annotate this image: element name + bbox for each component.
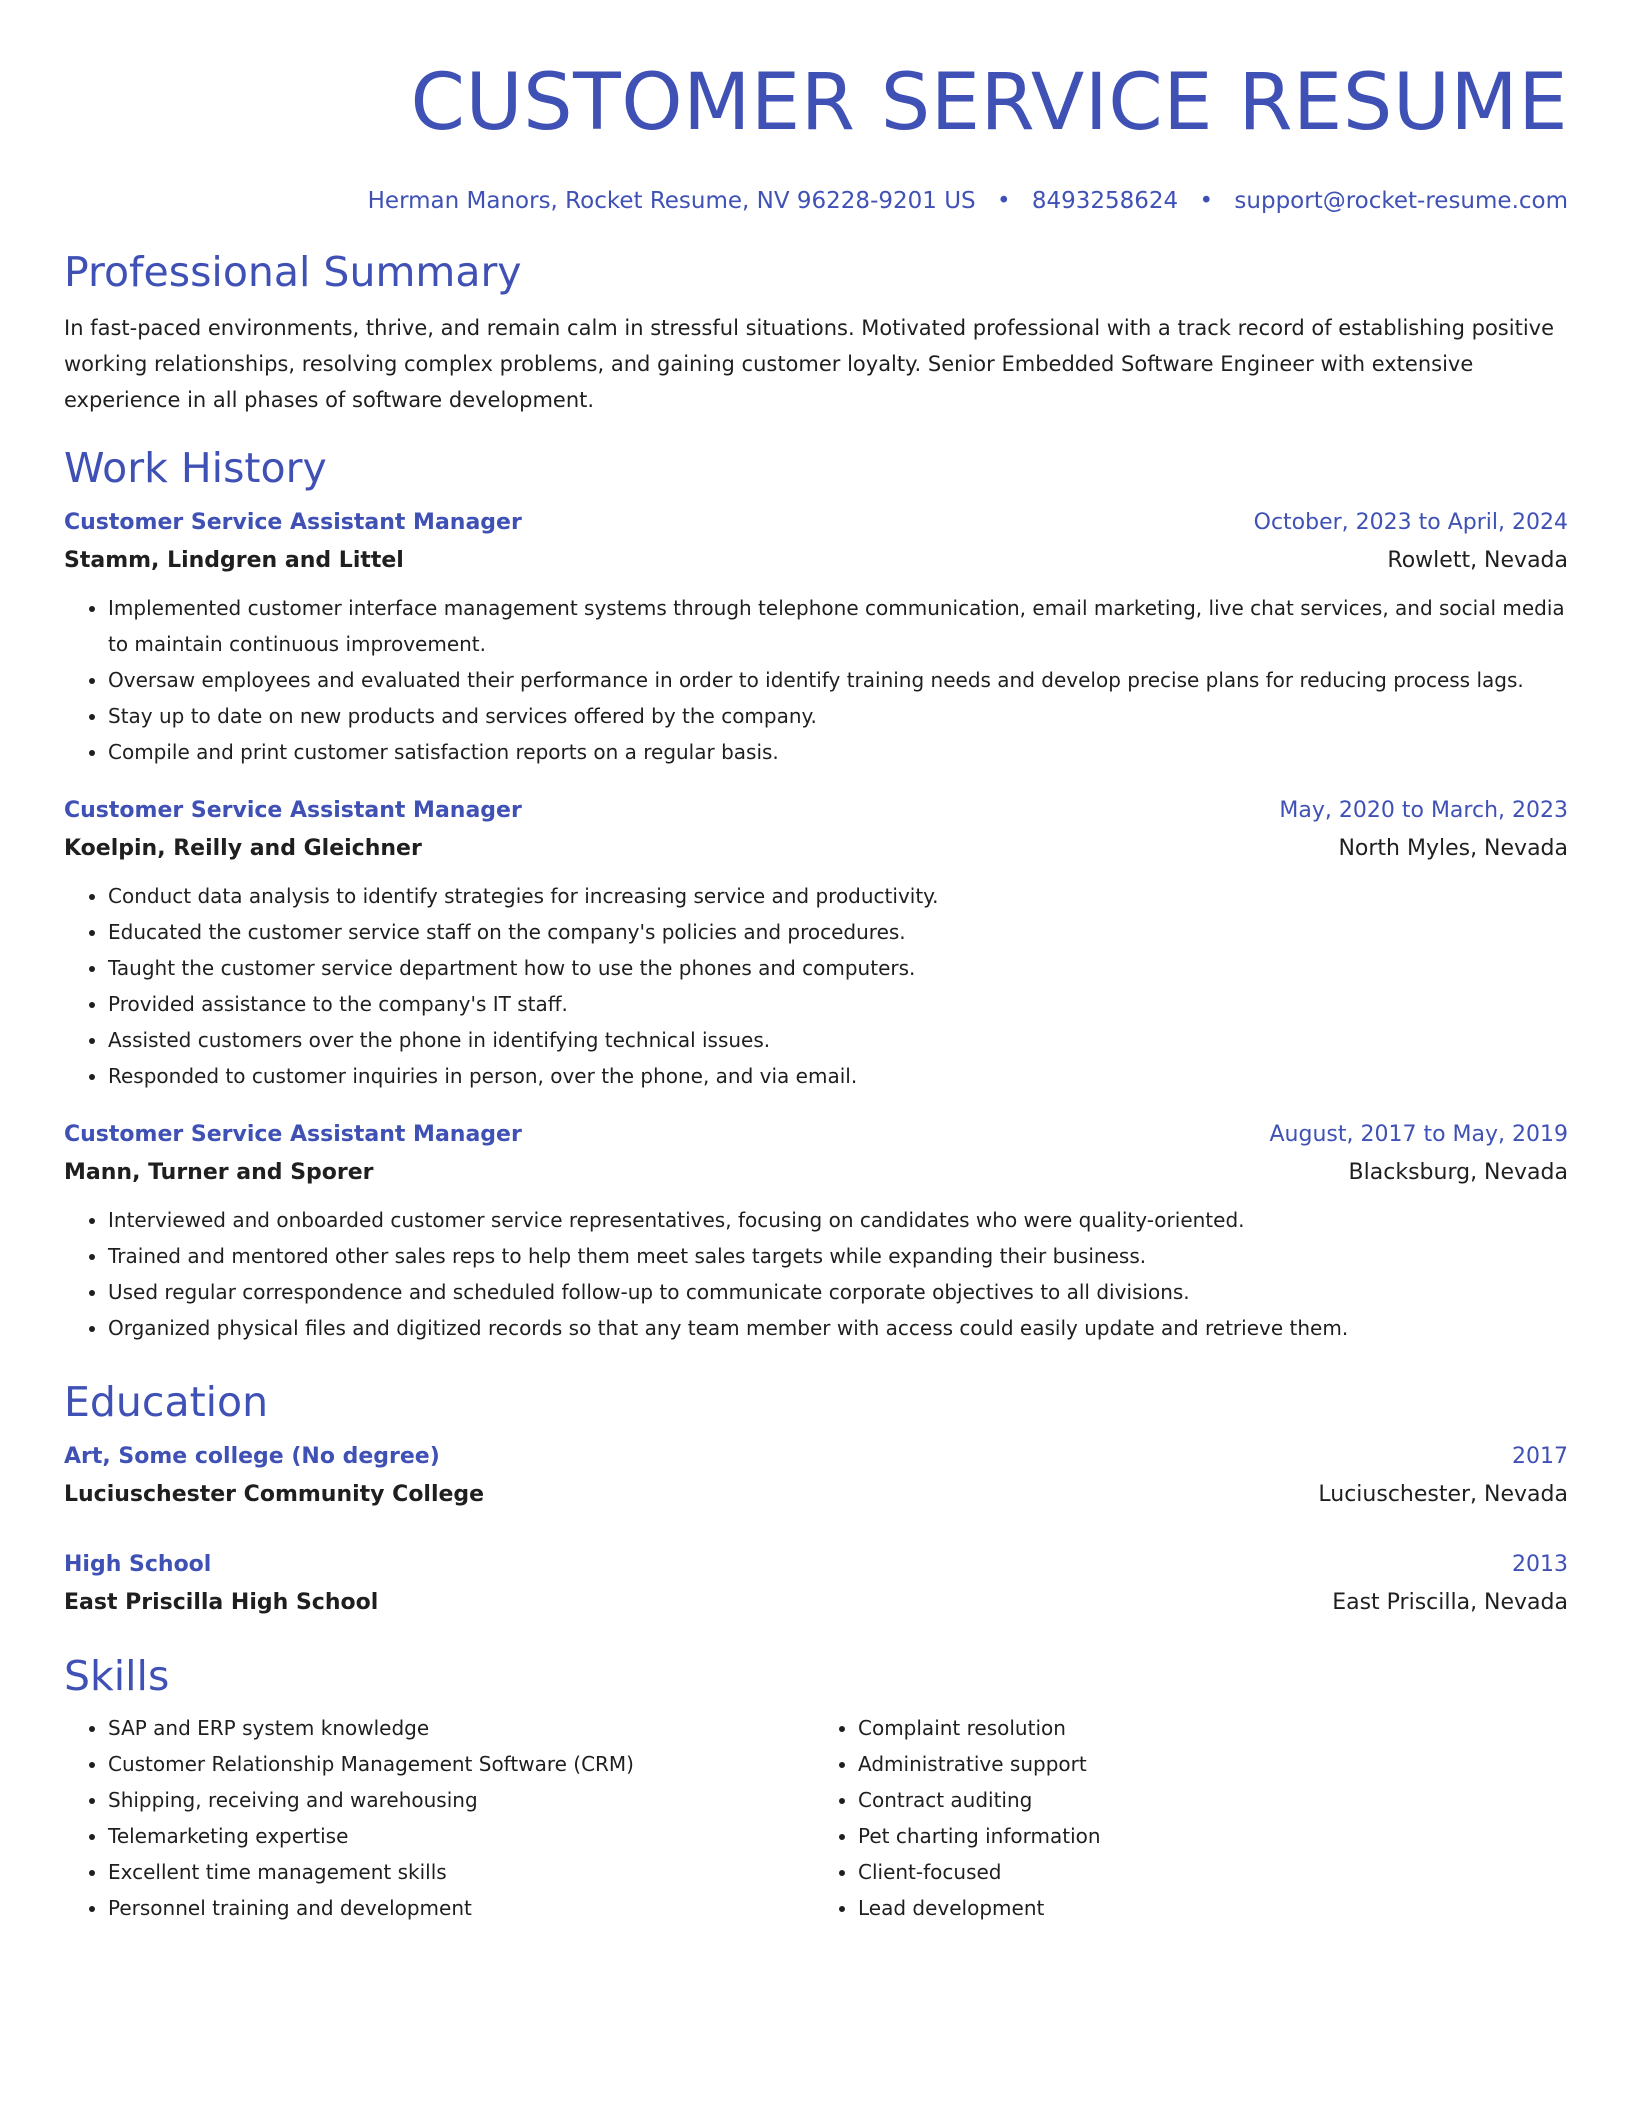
skill-item: • Complaint resolution: [858, 1710, 1101, 1746]
education-entry: [64, 1546, 1568, 1622]
job-location: Rowlett, Nevada: [1387, 548, 1568, 573]
job-bullet: • Compile and print customer satisfaction reports on a regular basis.: [108, 734, 1568, 770]
job-bullets: [64, 1202, 1568, 1346]
contact-email[interactable]: support@rocket-resume.com: [1234, 188, 1568, 214]
section-heading-work-history: Work History: [64, 444, 327, 492]
job-bullets: [64, 878, 1568, 1094]
job-bullet: • Used regular correspondence and scheduled follow-up to communicate corporate objectives to all divisions.: [108, 1274, 1568, 1310]
skill-item: • Contract auditing: [858, 1782, 1101, 1818]
education-location: East Priscilla, Nevada: [1332, 1590, 1568, 1615]
education-year: 2017: [1512, 1444, 1568, 1469]
job-dates: August, 2017 to May, 2019: [1269, 1122, 1568, 1147]
contact-address: Herman Manors, Rocket Resume, NV 96228-9201 US: [367, 188, 976, 214]
job-bullet: • Trained and mentored other sales reps to help them meet sales targets while expanding their business.: [108, 1238, 1568, 1274]
education-school: Luciuschester Community College: [64, 1482, 485, 1507]
skill-item: • Shipping, receiving and warehousing: [108, 1782, 798, 1818]
education-section: [64, 1376, 1568, 1622]
skill-item: • Personnel training and development: [108, 1890, 798, 1926]
job-dates: October, 2023 to April, 2024: [1253, 510, 1568, 535]
section-heading-education: Education: [64, 1378, 269, 1426]
skill-item: • SAP and ERP system knowledge: [108, 1710, 798, 1746]
work-history-section: [64, 442, 1568, 1346]
skill-item: • Lead development: [858, 1890, 1101, 1926]
skill-item: • Pet charting information: [858, 1818, 1101, 1854]
education-location: Luciuschester, Nevada: [1318, 1482, 1568, 1507]
education-degree: Art, Some college (No degree): [64, 1444, 440, 1469]
job-bullet: • Organized physical files and digitized records so that any team member with access could easily update and retrieve them.: [108, 1310, 1568, 1346]
skill-item: • Excellent time management skills: [108, 1854, 798, 1890]
job-location: Blacksburg, Nevada: [1348, 1160, 1568, 1185]
job-entry: [64, 504, 1568, 770]
section-heading-skills: Skills: [64, 1652, 170, 1700]
section-heading-summary: Professional Summary: [64, 248, 522, 296]
education-degree: High School: [64, 1552, 212, 1577]
job-bullet: • Assisted customers over the phone in identifying technical issues.: [108, 1022, 1568, 1058]
job-bullet: • Oversaw employees and evaluated their performance in order to identify training needs and develop precise plans for reducing process lags.: [108, 662, 1568, 698]
skills-grid: [64, 1710, 1568, 1926]
contact-separator: •: [1199, 188, 1214, 214]
skill-item: • Client-focused: [858, 1854, 1101, 1890]
summary-section: [64, 246, 1568, 418]
job-bullet: • Educated the customer service staff on the company's policies and procedures.: [108, 914, 1568, 950]
education-school: East Priscilla High School: [64, 1590, 379, 1615]
skill-item: • Customer Relationship Management Software (CRM): [108, 1746, 798, 1782]
skill-item: • Administrative support: [858, 1746, 1101, 1782]
summary-text: In fast-paced environments, thrive, and remain calm in stressful situations. Motivated professional with a track record of establishing positive working relationships, resolving complex problems, and gaining customer loyalty. Senior Embedded Software Engineer with extensive experience in all phases of software development.: [64, 316, 1554, 412]
job-bullet: • Stay up to date on new products and services offered by the company.: [108, 698, 1568, 734]
job-bullet: • Conduct data analysis to identify strategies for increasing service and productivity.: [108, 878, 1568, 914]
job-bullet: • Taught the customer service department how to use the phones and computers.: [108, 950, 1568, 986]
job-employer: Mann, Turner and Sporer: [64, 1160, 374, 1185]
job-employer: Stamm, Lindgren and Littel: [64, 548, 404, 573]
job-bullet: • Implemented customer interface management systems through telephone communication, email marketing, live chat services, and social media to maintain continuous improvement.: [108, 590, 1568, 662]
education-year: 2013: [1512, 1552, 1568, 1577]
job-bullet: • Provided assistance to the company's IT staff.: [108, 986, 1568, 1022]
job-bullet: • Responded to customer inquiries in person, over the phone, and via email.: [108, 1058, 1568, 1094]
job-dates: May, 2020 to March, 2023: [1279, 798, 1568, 823]
job-entry: [64, 1116, 1568, 1346]
job-entry: [64, 792, 1568, 1094]
resume-title: CUSTOMER SERVICE RESUME: [410, 58, 1568, 148]
skills-list-left: [64, 1710, 798, 1926]
job-employer: Koelpin, Reilly and Gleichner: [64, 836, 422, 861]
job-bullets: [64, 590, 1568, 770]
contact-line: [64, 186, 1568, 216]
job-role: Customer Service Assistant Manager: [64, 510, 522, 535]
skill-item: • Telemarketing expertise: [108, 1818, 798, 1854]
contact-phone: 8493258624: [1031, 188, 1179, 214]
job-location: North Myles, Nevada: [1338, 836, 1568, 861]
contact-separator: •: [996, 188, 1011, 214]
job-role: Customer Service Assistant Manager: [64, 798, 522, 823]
education-entry: [64, 1438, 1568, 1514]
skills-section: [64, 1650, 1568, 1926]
job-role: Customer Service Assistant Manager: [64, 1122, 522, 1147]
job-bullet: • Interviewed and onboarded customer service representatives, focusing on candidates who were quality-oriented.: [108, 1202, 1568, 1238]
skills-list-right: [798, 1710, 1101, 1926]
